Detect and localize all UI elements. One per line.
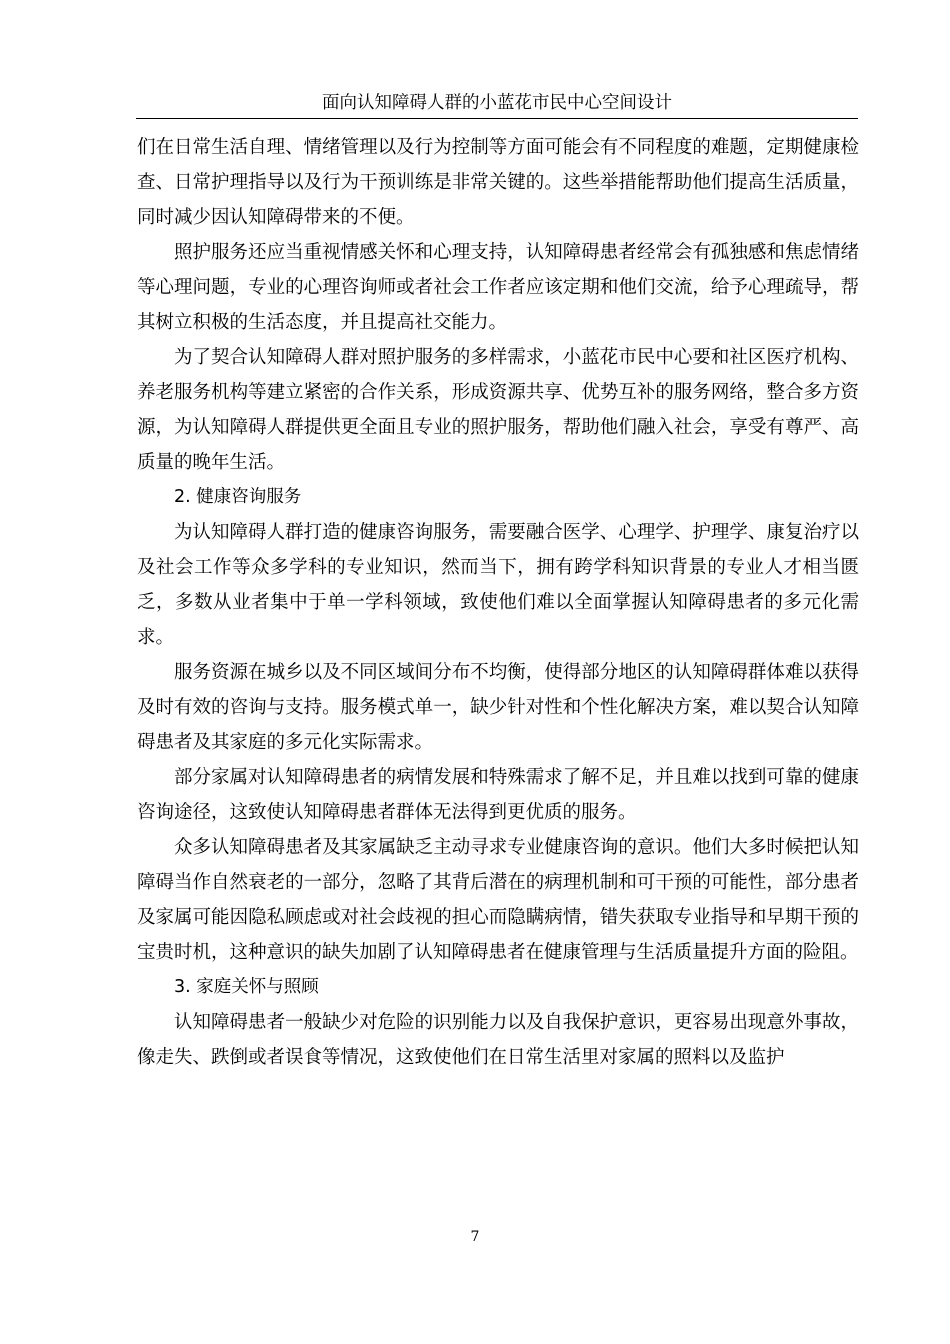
paragraph-family-care: 认知障碍患者一般缺少对危险的识别能力以及自我保护意识，更容易出现意外事故，像走失、跌倒或者误食等情况，这致使他们在日常生活里对家属的照料以及监护	[137, 1012, 859, 1068]
paragraph-consultation-talent: 为认知障碍人群打造的健康咨询服务，需要融合医学、心理学、护理学、康复治疗以及社会工作等众多学科的专业知识，然而当下，拥有跨学科知识背景的专业人才相当匮乏，多数从业者集中于单一学科领域，致使他们难以全面掌握认知障碍患者的多元化需求。	[137, 522, 859, 648]
paragraph-consultation-resources: 服务资源在城乡以及不同区域间分布不均衡，使得部分地区的认知障碍群体难以获得及时有效的咨询与支持。服务模式单一，缺少针对性和个性化解决方案，难以契合认知障碍患者及其家庭的多元化实际需求。	[137, 662, 859, 753]
section-heading-health-consultation: 2. 健康咨询服务	[174, 487, 302, 507]
paragraph-continued: 们在日常生活自理、情绪管理以及行为控制等方面可能会有不同程度的难题，定期健康检查、日常护理指导以及行为干预训练是非常关键的。这些举措能帮助他们提高生活质量，同时减少因认知障碍带来的不便。	[137, 137, 859, 228]
document-body	[137, 130, 859, 1075]
section-heading-family-care: 3. 家庭关怀与照顾	[174, 977, 319, 997]
paragraph-care-emotional-support: 照护服务还应当重视情感关怀和心理支持，认知障碍患者经常会有孤独感和焦虑情绪等心理问题，专业的心理咨询师或者社会工作者应该定期和他们交流，给予心理疏导，帮其树立积极的生活态度，并且提高社交能力。	[137, 242, 859, 333]
paragraph-care-cooperation: 为了契合认知障碍人群对照护服务的多样需求，小蓝花市民中心要和社区医疗机构、养老服务机构等建立紧密的合作关系，形成资源共享、优势互补的服务网络，整合多方资源，为认知障碍人群提供更全面且专业的照护服务，帮助他们融入社会，享受有尊严、高质量的晚年生活。	[137, 347, 859, 473]
paragraph-consultation-families: 部分家属对认知障碍患者的病情发展和特殊需求了解不足，并且难以找到可靠的健康咨询途径，这致使认知障碍患者群体无法得到更优质的服务。	[137, 767, 859, 823]
paragraph-consultation-awareness: 众多认知障碍患者及其家属缺乏主动寻求专业健康咨询的意识。他们大多时候把认知障碍当作自然衰老的一部分，忽略了其背后潜在的病理机制和可干预的可能性，部分患者及家属可能因隐私顾虑或对社会歧视的担心而隐瞒病情，错失获取专业指导和早期干预的宝贵时机，这种意识的缺失加剧了认知障碍患者在健康管理与生活质量提升方面的险阻。	[137, 837, 859, 963]
page-number: 7	[470, 1229, 480, 1245]
header-rule	[136, 118, 858, 119]
running-header: 面向认知障碍人群的小蓝花市民中心空间设计	[322, 93, 672, 113]
